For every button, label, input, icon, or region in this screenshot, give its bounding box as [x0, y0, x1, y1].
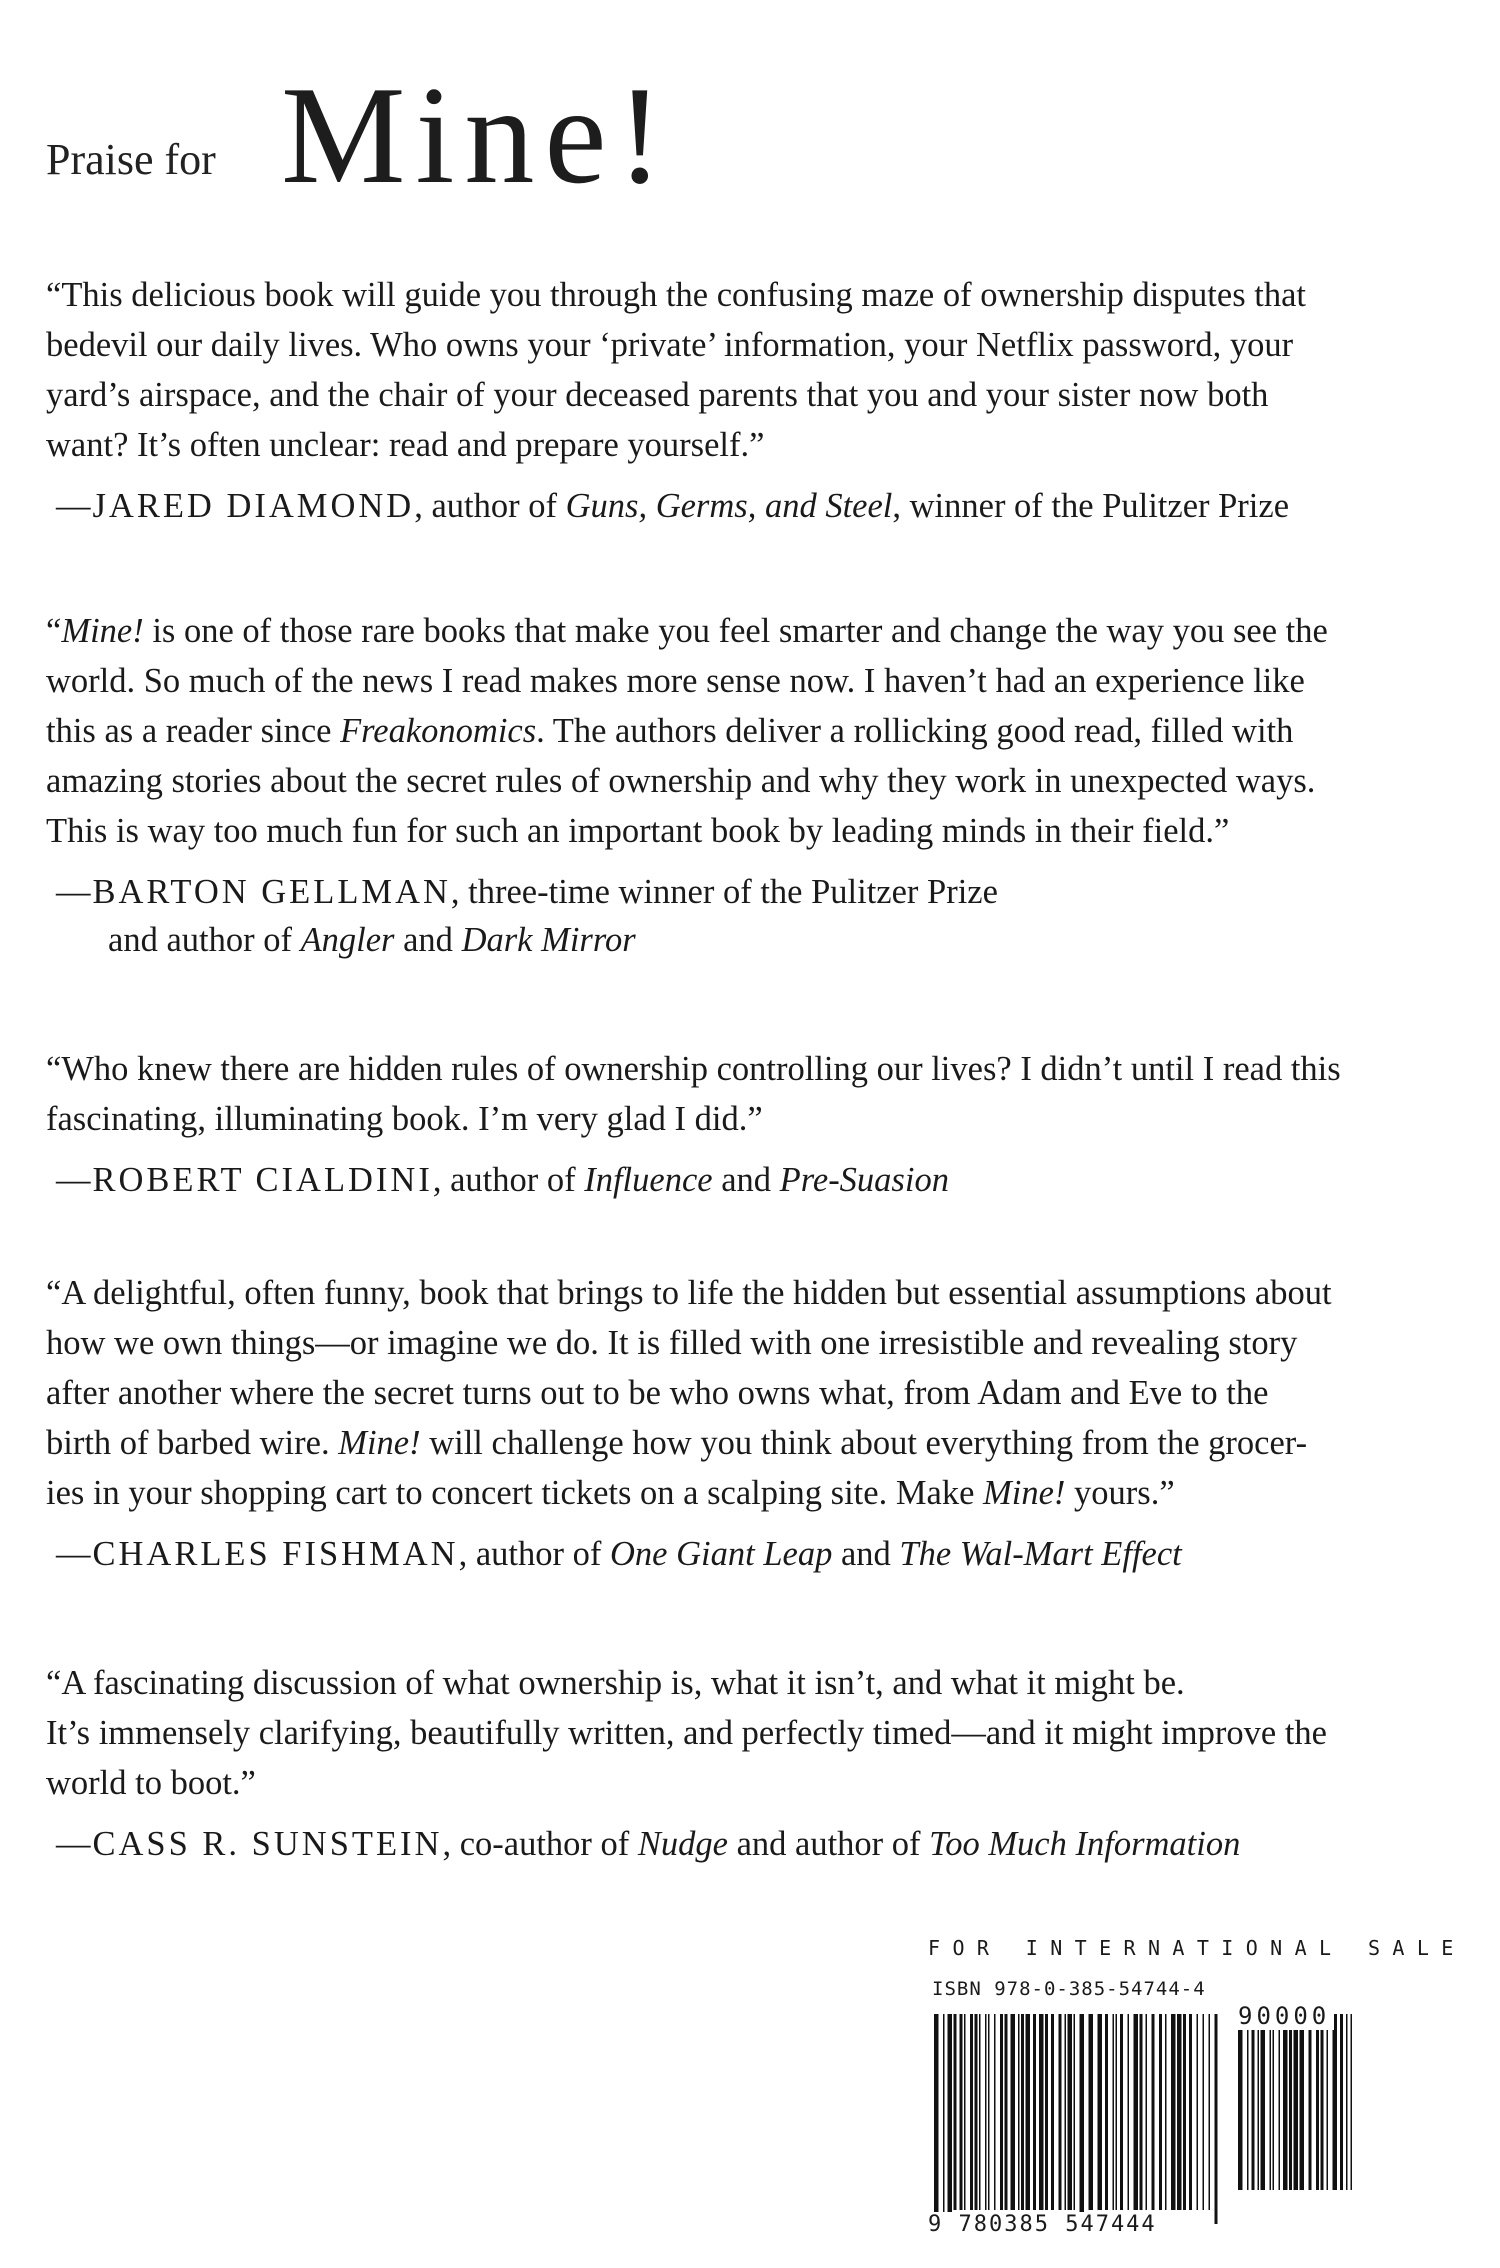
barcode-block — [928, 1936, 1466, 2246]
blurb-quote — [46, 1268, 1466, 1518]
quote-line: world to boot.” — [46, 1764, 256, 1802]
barcode-bar — [1333, 2014, 1338, 2190]
barcode-bar — [943, 2014, 945, 2224]
book-reference: Mine! — [983, 1474, 1066, 1512]
blurb-sunstein — [46, 1658, 1466, 1868]
barcode-bar — [1294, 2014, 1299, 2190]
book-title: Mine! — [281, 58, 674, 213]
barcode-bar — [985, 2014, 987, 2210]
price-addon-barcode — [1232, 2014, 1362, 2224]
barcode-bar — [964, 2014, 966, 2210]
barcode-bar — [988, 2014, 990, 2210]
international-sale-label: FOR INTERNATIONAL SALE — [928, 1936, 1466, 1960]
barcode-bar — [1283, 2014, 1288, 2190]
barcode-bar — [1146, 2014, 1148, 2210]
barcode-bar — [1321, 2014, 1324, 2190]
credit-text: and — [832, 1535, 900, 1573]
barcode-bar — [1252, 2014, 1255, 2190]
barcode-bar — [970, 2014, 973, 2210]
quote-line — [46, 706, 1466, 756]
book-reference: Influence — [584, 1161, 713, 1199]
quote-line: This is way too much fun for such an important book by leading minds in their field.” — [46, 812, 1230, 850]
blurb-quote — [46, 1044, 1466, 1144]
barcode-bar — [1089, 2014, 1094, 2210]
blurb-attribution — [46, 1156, 1466, 1204]
blurb-cialdini — [46, 1044, 1466, 1204]
quote-line — [46, 1418, 1466, 1468]
barcode-bar — [1120, 2014, 1123, 2210]
barcode-bar — [1351, 2014, 1353, 2190]
book-reference: Nudge — [637, 1825, 728, 1863]
barcode-bar — [1021, 2014, 1024, 2210]
credit-text: , three-time winner of the Pulitzer Prize — [450, 873, 998, 911]
blurb-diamond — [46, 270, 1466, 530]
quote-text: . The authors deliver a rollicking good read, filled with — [536, 712, 1294, 750]
barcode-bar — [1059, 2014, 1062, 2210]
credit-text: , author of — [458, 1535, 610, 1573]
quote-line: world. So much of the news I read makes more sense now. I haven’t had an experience like — [46, 662, 1305, 700]
barcode-bar — [1074, 2014, 1076, 2210]
barcode-bar — [948, 2014, 953, 2224]
book-reference: Dark Mirror — [461, 921, 636, 959]
barcode-bar — [1005, 2014, 1008, 2210]
blurb-attribution — [46, 868, 1466, 964]
barcode-bar — [1273, 2014, 1275, 2190]
barcode-bar — [1247, 2014, 1249, 2190]
barcode-bar — [1183, 2014, 1186, 2210]
quote-text: ies in your shopping cart to concert tickets on a scalping site. Make — [46, 1474, 984, 1512]
credit-text: and — [712, 1161, 780, 1199]
quote-line: yard’s airspace, and the chair of your deceased parents that you and your sister now both — [46, 376, 1269, 414]
book-reference: One Giant Leap — [610, 1535, 833, 1573]
quote-line: after another where the secret turns out to be who owns what, from Adam and Eve to the — [46, 1374, 1269, 1412]
quote-text: will challenge how you think about everything from the grocer- — [420, 1424, 1308, 1462]
reviewer-name: ROBERT CIALDINI — [92, 1161, 433, 1199]
reviewer-name: CHARLES FISHMAN — [92, 1535, 459, 1573]
barcode-bar — [1340, 2014, 1343, 2190]
barcode-bar — [1140, 2014, 1143, 2210]
quote-text: is one of those rare books that make you feel smarter and change the way you see the — [143, 612, 1328, 650]
em-dash: — — [56, 487, 91, 525]
barcode-bar — [1346, 2014, 1348, 2190]
credit-text: and author of — [727, 1825, 930, 1863]
barcode-bar — [1000, 2014, 1003, 2210]
ean-digits: 9 780385 547444 — [928, 2212, 1157, 2237]
quote-line: “A delightful, often funny, book that brings to life the hidden but essential assumptions about — [46, 1274, 1332, 1312]
book-reference: Guns, Germs, and Steel — [565, 487, 893, 525]
blurb-quote — [46, 270, 1466, 470]
book-reference: Too Much Information — [929, 1825, 1241, 1863]
barcode-bar — [1098, 2014, 1103, 2210]
quote-text: birth of barbed wire. — [46, 1424, 339, 1462]
blurb-fishman — [46, 1268, 1466, 1578]
barcode-bar — [934, 2014, 939, 2224]
quote-line: “Who knew there are hidden rules of ownership controlling our lives? I didn’t until I read this — [46, 1050, 1341, 1088]
blurb-attribution — [46, 1530, 1466, 1578]
credit-text: , winner of the Pulitzer Prize — [892, 487, 1290, 525]
barcode-bar — [1018, 2014, 1020, 2210]
barcode-bar — [1258, 2014, 1260, 2190]
barcode-bar — [1197, 2014, 1199, 2210]
em-dash: — — [56, 873, 91, 911]
credit-text: and author of — [108, 921, 301, 959]
praise-for-label: Praise for — [46, 135, 216, 184]
credit-text: and — [394, 921, 462, 959]
barcode-bar — [1105, 2014, 1108, 2210]
barcode-bar — [1177, 2014, 1182, 2210]
barcode-bar — [1309, 2014, 1312, 2190]
barcode-bar — [1033, 2014, 1036, 2210]
barcode-bar — [1171, 2014, 1176, 2210]
em-dash: — — [56, 1161, 91, 1199]
quote-line: It’s immensely clarifying, beautifully written, and perfectly timed—and it might improve the — [46, 1714, 1327, 1752]
quote-line — [46, 1468, 1466, 1518]
barcode-bar — [1116, 2014, 1118, 2210]
barcode-bar — [1327, 2014, 1329, 2190]
quote-line: want? It’s often unclear: read and prepare yourself.” — [46, 426, 765, 464]
barcode-bar — [975, 2014, 978, 2210]
em-dash: — — [56, 1825, 91, 1863]
ean-barcode — [928, 2014, 1228, 2224]
barcode-bar — [1128, 2014, 1130, 2210]
blurb-attribution — [46, 482, 1466, 530]
book-reference: Freakonomics — [340, 712, 537, 750]
quote-line: how we own things—or imagine we do. It is filled with one irresistible and revealing story — [46, 1324, 1298, 1362]
barcode-bar — [1113, 2014, 1115, 2210]
isbn-label: ISBN 978-0-385-54744-4 — [932, 1978, 1206, 2000]
em-dash: — — [56, 1535, 91, 1573]
barcode-bar — [1300, 2014, 1305, 2190]
quote-line: “A fascinating discussion of what ownership is, what it isn’t, and what it might be. — [46, 1664, 1185, 1702]
barcode-bar — [994, 2014, 996, 2210]
barcode-bar — [979, 2014, 981, 2210]
credit-text: , author of — [432, 1161, 585, 1199]
blurb-quote — [46, 606, 1466, 856]
barcode-bar — [954, 2014, 957, 2210]
quote-line: “Mine! is one of those rare books that make you feel smarter and change the way you see the — [46, 612, 1328, 650]
reviewer-name: JARED DIAMOND — [92, 487, 415, 525]
credit-text: , co-author of — [442, 1825, 638, 1863]
quote-line: bedevil our daily lives. Who owns your ‘private’ information, your Netflix password, your — [46, 326, 1294, 364]
quote-text: yours.” — [1065, 1474, 1175, 1512]
barcode-bar — [1203, 2014, 1205, 2210]
credit-line-2 — [56, 916, 1466, 964]
price-code: 90000 — [1234, 2002, 1334, 2030]
barcode-bar — [1051, 2014, 1054, 2210]
barcode-bar — [1039, 2014, 1044, 2210]
blurb-attribution — [46, 1820, 1466, 1868]
barcode-bar — [1159, 2014, 1162, 2210]
reviewer-name: CASS R. SUNSTEIN — [92, 1825, 443, 1863]
blurb-quote — [46, 1658, 1466, 1808]
barcode-bar — [1026, 2014, 1031, 2210]
book-reference: Mine! — [338, 1424, 421, 1462]
barcode-bar — [1270, 2014, 1272, 2190]
barcode-bar — [1080, 2014, 1085, 2224]
credit-text: , author of — [414, 487, 566, 525]
barcode-bar — [1289, 2014, 1292, 2190]
blurb-gellman — [46, 606, 1466, 964]
barcode-bar — [1134, 2014, 1139, 2210]
barcode-bar — [1165, 2014, 1167, 2210]
barcode-bar — [1045, 2014, 1048, 2210]
barcode-bar — [1279, 2014, 1281, 2190]
book-reference: Angler — [300, 921, 395, 959]
quote-line: “This delicious book will guide you through the confusing maze of ownership disputes that — [46, 276, 1306, 314]
barcode-bar — [1189, 2014, 1192, 2210]
reviewer-name: BARTON GELLMAN — [92, 873, 451, 911]
barcode-bar — [1261, 2014, 1266, 2190]
barcode-bar — [1152, 2014, 1155, 2210]
barcode-bar — [1316, 2014, 1319, 2190]
barcode-bar — [1068, 2014, 1073, 2210]
barcode-bar — [1209, 2014, 1211, 2210]
book-reference: The Wal-Mart Effect — [899, 1535, 1182, 1573]
barcode-bar — [1011, 2014, 1016, 2210]
barcode-bar — [1238, 2014, 1243, 2190]
book-reference: Pre-Suasion — [779, 1161, 949, 1199]
quote-line: amazing stories about the secret rules of ownership and why they work in unexpected ways. — [46, 762, 1316, 800]
quote-text: this as a reader since — [46, 712, 341, 750]
barcode-bar — [1065, 2014, 1067, 2210]
barcode-bar — [960, 2014, 963, 2210]
barcode-bar — [1215, 2014, 1218, 2224]
book-reference: Mine! — [61, 612, 144, 650]
quote-line: fascinating, illuminating book. I’m very glad I did.” — [46, 1100, 763, 1138]
